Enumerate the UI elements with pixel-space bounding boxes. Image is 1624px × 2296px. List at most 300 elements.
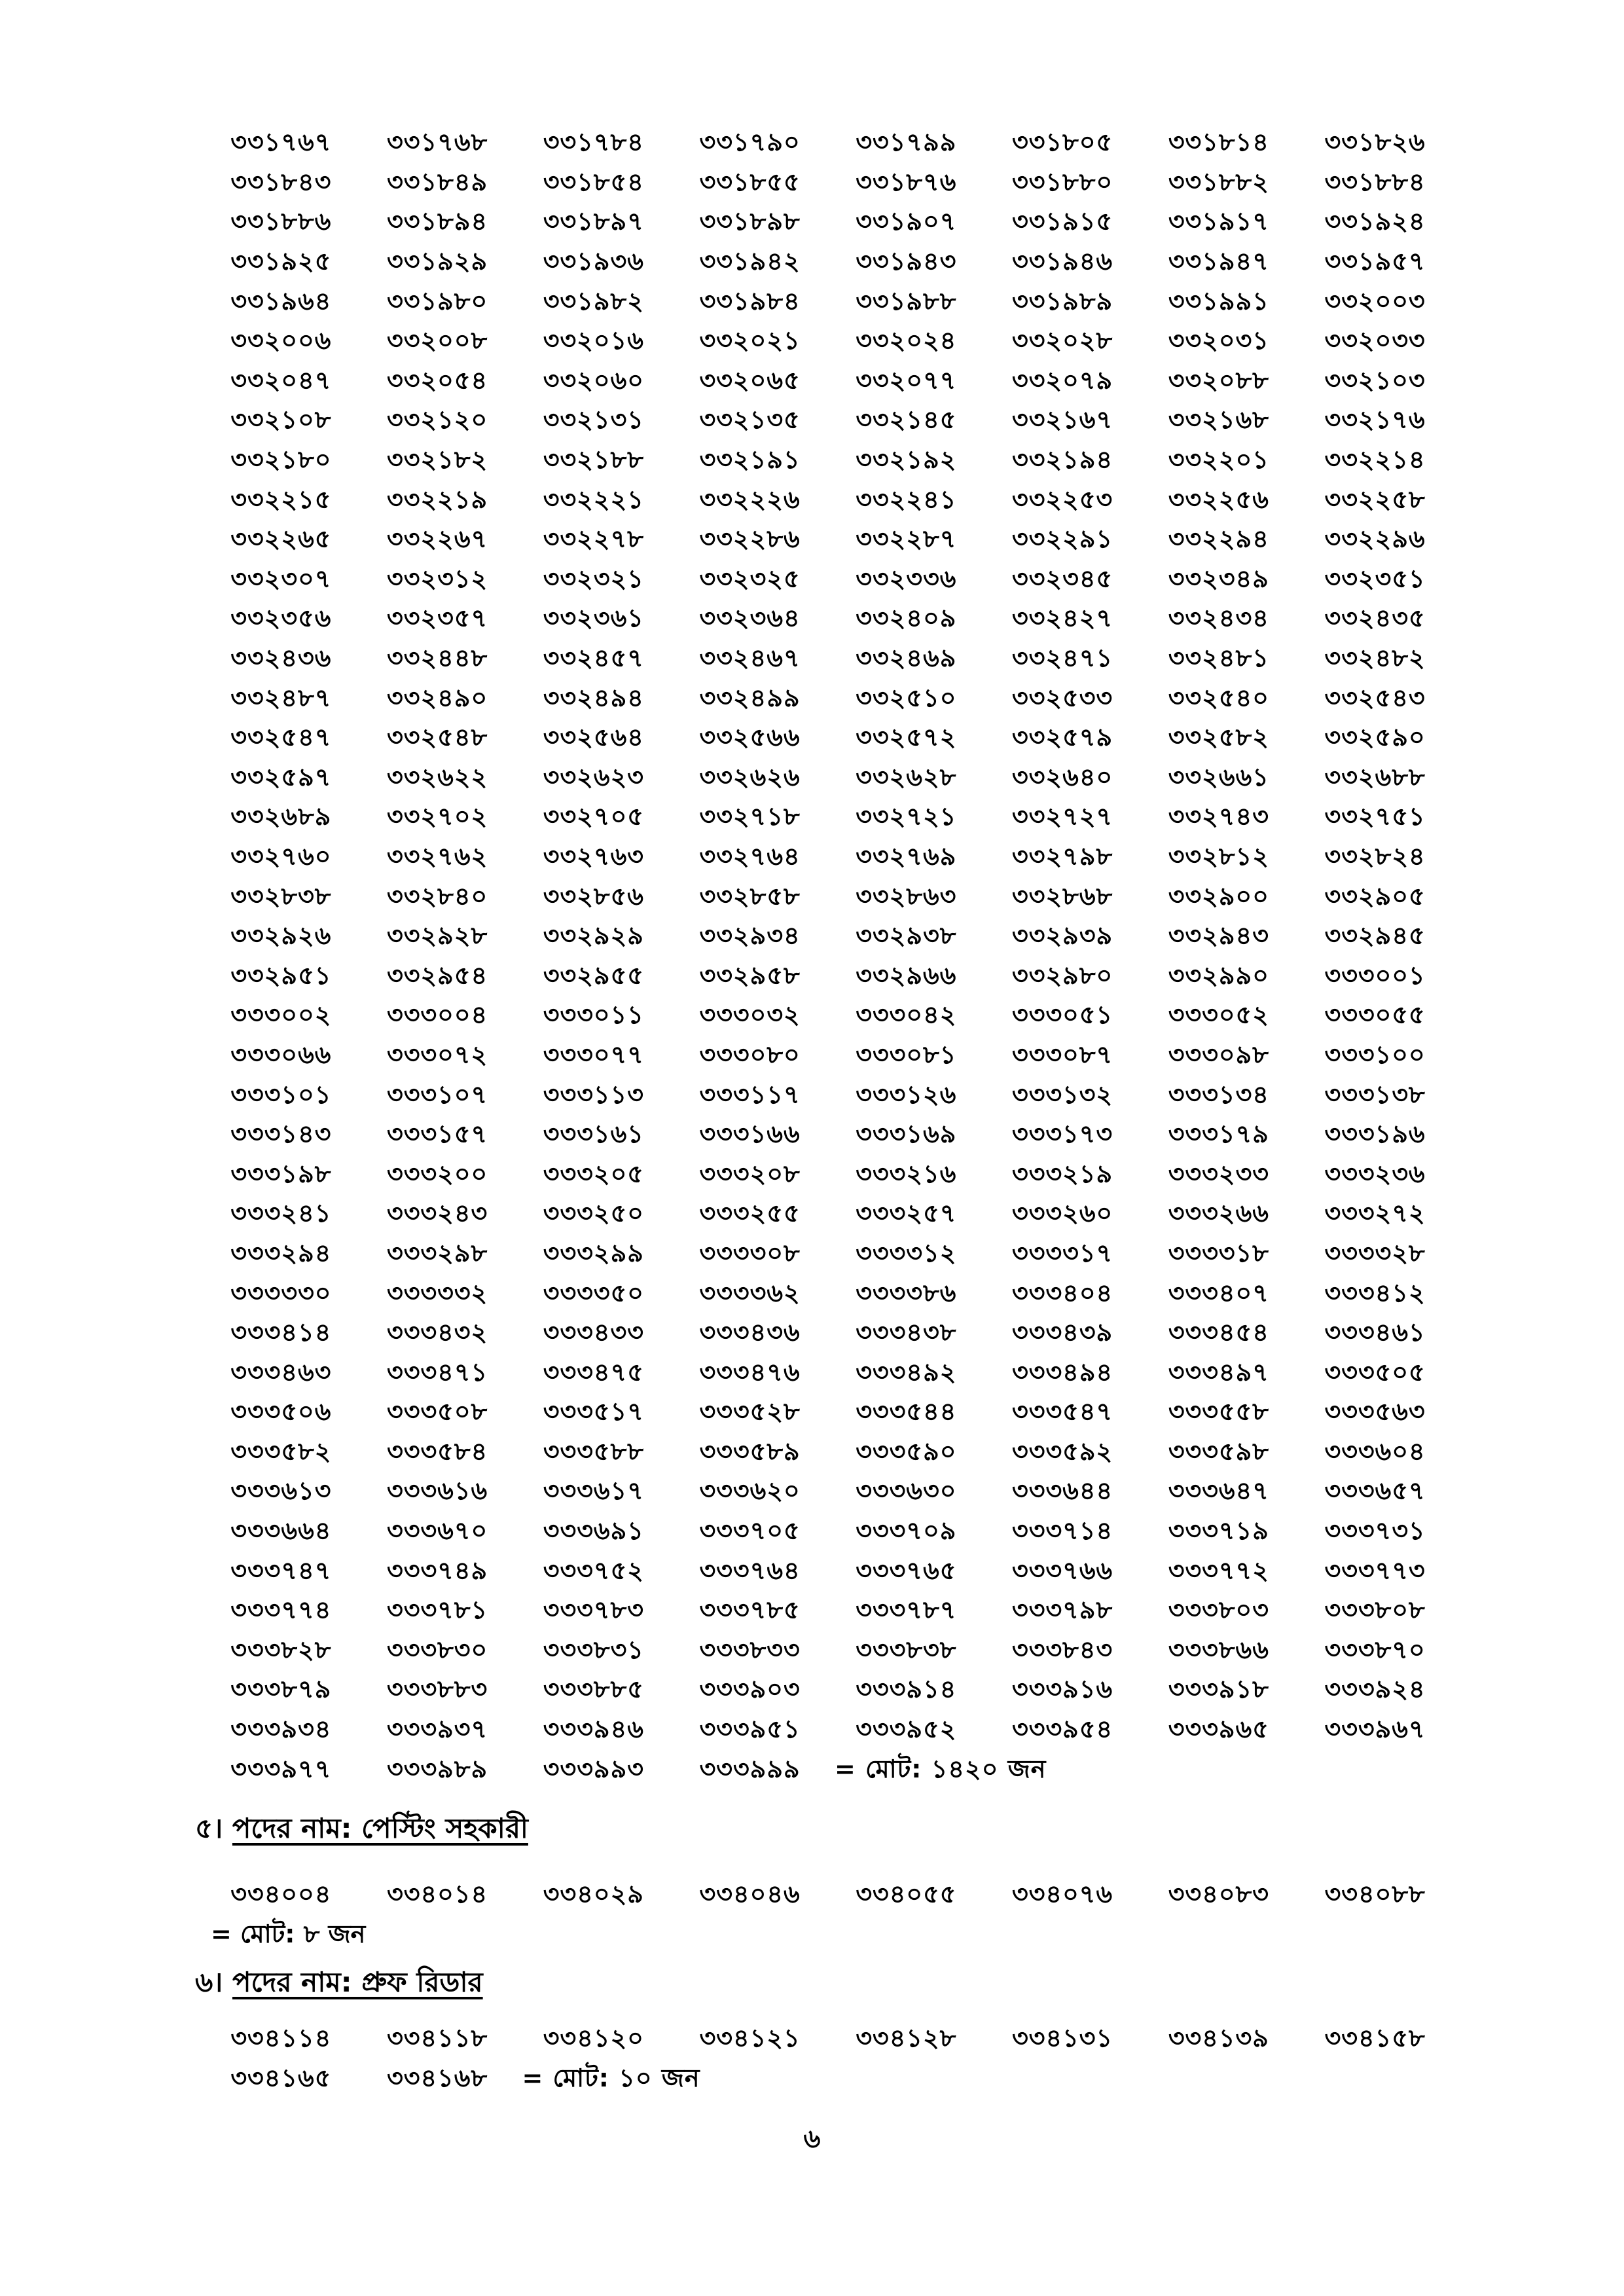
roll-number-cell: ৩৩২৮৫৮ (699, 881, 801, 911)
roll-number-cell: ৩৩৩১৬১ (543, 1120, 644, 1149)
roll-number-cell: ৩৩৩৬১৩ (230, 1476, 332, 1506)
roll-number-cell: ৩৩২১৯১ (699, 445, 801, 475)
roll-number-cell: ৩৩৩২৬৬ (1168, 1199, 1269, 1228)
table-row (203, 2060, 1453, 2100)
roll-number-cell: ৩৩১৮৫৫ (699, 167, 801, 196)
roll-number-cell: ৩৩৩৩২৮ (1324, 1238, 1426, 1267)
roll-number-cell: ৩৩২৫৯৭ (230, 762, 332, 792)
roll-number-cell: ৩৩৩৪৬৩ (230, 1357, 332, 1387)
roll-number-cell: ৩৩১৭৯০ (699, 128, 801, 157)
roll-number-cell: ৩৩৩৮৮৩ (387, 1675, 488, 1704)
roll-number-cell: ৩৩১৯৪৭ (1168, 247, 1269, 276)
roll-number-cell: ৩৩৩৯৩৭ (387, 1715, 488, 1744)
roll-number-cell: ৩৩১৮৮৬ (230, 207, 332, 236)
roll-number-cell: ৩৩৩৯৫৪ (1012, 1715, 1113, 1744)
roll-number-cell: ৩৩৩১৩৮ (1324, 1080, 1426, 1109)
roll-number-cell: ৩৩২৫৪৩ (1324, 683, 1426, 712)
roll-number-cell: ৩৩২২৬৭ (387, 524, 488, 554)
roll-number-cell: ৩৩২০০৩ (1324, 286, 1426, 316)
table-row (203, 244, 1453, 283)
roll-number-cell: ৩৩২১২০ (387, 405, 488, 435)
roll-number-cell: ৩৩৩১৯৮ (230, 1159, 332, 1188)
roll-number-cell: ৩৩১৯৮৮ (856, 286, 957, 316)
roll-number-cell: ৩৩৪০৫৫ (856, 1880, 957, 1909)
roll-number-cell: ৩৩২৭৯৮ (1012, 841, 1113, 871)
roll-number-cell: ৩৩২৮৩৮ (230, 881, 332, 911)
roll-number-cell: ৩৩২১৮০ (230, 445, 332, 475)
roll-number-cell: ৩৩৩৫০৫ (1324, 1357, 1426, 1387)
roll-number-cell: ৩৩২১৩৫ (699, 405, 801, 435)
roll-number-cell: ৩৩৩৪৫৪ (1168, 1318, 1269, 1347)
roll-number-cell: ৩৩২৬২৬ (699, 762, 801, 792)
roll-number-cell: ৩৩৩৬৯১ (543, 1516, 644, 1546)
roll-number-cell: ৩৩৩৫২৮ (699, 1397, 801, 1427)
roll-number-cell: ৩৩৩৫০৮ (387, 1397, 488, 1427)
roll-number-cell: ৩৩৩৮০৮ (1324, 1595, 1426, 1625)
roll-number-cell: ৩৩৩৮০৩ (1168, 1595, 1269, 1625)
roll-number-cell: ৩৩২৭০২ (387, 802, 488, 831)
roll-number-cell: ৩৩২৪৩৫ (1324, 604, 1426, 633)
roll-number-cell: ৩৩১৯৩৬ (543, 247, 644, 276)
roll-number-cell: ৩৩২৯৩৪ (699, 921, 801, 951)
table-row (203, 1473, 1453, 1513)
roll-number-cell: ৩৩৩০০১ (1324, 960, 1426, 990)
roll-number-cell: ৩৩৩১৩২ (1012, 1080, 1113, 1109)
roll-number-cell: ৩৩৩৮৮৫ (543, 1675, 644, 1704)
roll-number-cell: ৩৩১৮৮৪ (1324, 167, 1426, 196)
roll-number-cell: ৩৩২০৫৪ (387, 365, 488, 395)
roll-number-cell: ৩৩২৮৬৮ (1012, 881, 1113, 911)
roll-number-cell: ৩৩২৯৫৮ (699, 960, 801, 990)
roll-number-cell: ৩৩২২৮৬ (699, 524, 801, 554)
table-row (203, 759, 1453, 799)
roll-number-cell: ৩৩৪১২৮ (856, 2024, 957, 2053)
roll-number-cell: ৩৩৩৩১৭ (1012, 1238, 1113, 1267)
roll-number-cell: ৩৩৩৫৯২ (1012, 1436, 1113, 1466)
roll-number-cell: ৩৩৩৩১৮ (1168, 1238, 1269, 1267)
roll-number-cell: ৩৩৩০৩২ (699, 1000, 801, 1030)
roll-number-cell: ৩৩২০২৮ (1012, 326, 1113, 355)
roll-number-cell: ৩৩২০০৬ (230, 326, 332, 355)
table-row (203, 680, 1453, 720)
roll-number-cell: ৩৩৩০৮০ (699, 1040, 801, 1069)
roll-number-cell: ৩৩৪১৬৮ (387, 2063, 488, 2092)
table-row (203, 957, 1453, 997)
roll-number-cell: ৩৩৩৪৩৩ (543, 1318, 644, 1347)
roll-number-cell: ৩৩১৯৬৪ (230, 286, 332, 316)
roll-number-cell: ৩৩২৫১০ (856, 683, 957, 712)
roll-number-cell: ৩৩২২৫৬ (1168, 484, 1269, 514)
roll-number-cell: ৩৩১৯৮২ (543, 286, 644, 316)
roll-number-cell: ৩৩৪১১৮ (387, 2024, 488, 2053)
roll-number-cell: ৩৩২৩৩৬ (856, 564, 957, 593)
roll-number-cell: ৩৩৩৪৩২ (387, 1318, 488, 1347)
table-row (203, 283, 1453, 323)
table-row (203, 1394, 1453, 1434)
roll-number-cell: ৩৩২২৯৬ (1324, 524, 1426, 554)
roll-number-cell: ৩৩২৯৩৯ (1012, 921, 1113, 951)
roll-number-cell: ৩৩২৭২১ (856, 802, 957, 831)
roll-number-cell: ৩৩৩০০২ (230, 1000, 332, 1030)
roll-number-cell: ৩৩২৩৫৬ (230, 604, 332, 633)
roll-number-cell: ৩৩৩২৯৮ (387, 1238, 488, 1267)
roll-number-cell: ৩৩১৭৯৯ (856, 128, 957, 157)
roll-number-cell: ৩৩২১৪৫ (856, 405, 957, 435)
table-row (203, 1671, 1453, 1711)
roll-number-cell: ৩৩৩৮৩০ (387, 1635, 488, 1664)
roll-number-cell: ৩৩৩৭৫২ (543, 1556, 644, 1585)
roll-number-cell: ৩৩২০৩১ (1168, 326, 1269, 355)
table-row (203, 1195, 1453, 1235)
roll-number-cell: ৩৩২২২১ (543, 484, 644, 514)
roll-number-cell: ৩৩৪০০৪ (230, 1880, 332, 1909)
roll-number-cell: ৩৩৩৬৩০ (856, 1476, 957, 1506)
roll-number-cell: ৩৩৩৫৫৮ (1168, 1397, 1269, 1427)
roll-number-cell: ৩৩২৩২৫ (699, 564, 801, 593)
roll-number-cell: ৩৩২৪০৯ (856, 604, 957, 633)
roll-number-cell: ৩৩২৯৯০ (1168, 960, 1269, 990)
roll-number-cell: ৩৩৪১২০ (543, 2024, 644, 2053)
table-row (203, 1513, 1453, 1553)
roll-number-cell: ৩৩৩২৬০ (1012, 1199, 1113, 1228)
roll-number-cell: ৩৩২৭৬৯ (856, 841, 957, 871)
roll-number-cell: ৩৩২৭৫১ (1324, 802, 1426, 831)
roll-number-cell: ৩৩২০২১ (699, 326, 801, 355)
roll-number-table-section4 (203, 124, 1453, 1791)
roll-number-cell: ৩৩৩৯৬৫ (1168, 1715, 1269, 1744)
roll-number-cell: ৩৩২১৯২ (856, 445, 957, 475)
roll-number-cell: ৩৩৩৪৭৬ (699, 1357, 801, 1387)
roll-number-cell: ৩৩৩৭৬৫ (856, 1556, 957, 1585)
roll-number-cell: ৩৩৩২১৯ (1012, 1159, 1113, 1188)
roll-number-cell: ৩৩২৪৩৬ (230, 644, 332, 673)
roll-number-cell: ৩৩২৪৪৮ (387, 644, 488, 673)
roll-number-cell: ৩৩৩৫০৬ (230, 1397, 332, 1427)
roll-number-cell: ৩৩৩১৯৬ (1324, 1120, 1426, 1149)
roll-number-cell: ৩৩১৯১৫ (1012, 207, 1113, 236)
roll-number-cell: ৩৩২৯২৯ (543, 921, 644, 951)
roll-number-cell: ৩৩৩৮২৮ (230, 1635, 332, 1664)
roll-number-cell: ৩৩২০৩৩ (1324, 326, 1426, 355)
roll-number-cell: ৩৩৩৭৯৮ (1012, 1595, 1113, 1625)
table-row (203, 878, 1453, 918)
roll-number-cell: ৩৩২৪৯৯ (699, 683, 801, 712)
roll-number-cell: ৩৩৩৪৩৬ (699, 1318, 801, 1347)
roll-number-cell: ৩৩১৮৪৯ (387, 167, 488, 196)
roll-number-cell: ৩৩৩১০১ (230, 1080, 332, 1109)
roll-number-cell: ৩৩৩০৫২ (1168, 1000, 1269, 1030)
roll-number-cell: ৩৩১৮১৪ (1168, 128, 1269, 157)
table-row (203, 1354, 1453, 1394)
roll-number-cell: ৩৩২৬৮৯ (230, 802, 332, 831)
table-row (203, 600, 1453, 640)
roll-number-cell: ৩৩২১৬৭ (1012, 405, 1113, 435)
roll-number-cell: ৩৩৩৯০৩ (699, 1675, 801, 1704)
roll-number-cell: ৩৩৩৮৬৬ (1168, 1635, 1269, 1664)
table-row (203, 164, 1453, 204)
roll-number-cell: ৩৩৩৪০৭ (1168, 1278, 1269, 1307)
roll-number-cell: ৩৩২৪৮৭ (230, 683, 332, 712)
roll-number-cell: ৩৩১৮৫৪ (543, 167, 644, 196)
section5-number: ৫। (195, 1812, 223, 1844)
roll-number-cell: ৩৩৩১৭৯ (1168, 1120, 1269, 1149)
roll-number-cell: ৩৩৩২৯৪ (230, 1238, 332, 1267)
table-row (203, 363, 1453, 403)
roll-number-cell: ৩৩৩০৯৮ (1168, 1040, 1269, 1069)
roll-number-cell: ৩৩১৯২৯ (387, 247, 488, 276)
roll-number-cell: ৩৩২৮৬৩ (856, 881, 957, 911)
roll-number-cell: ৩৩৪০৮৩ (1168, 1880, 1269, 1909)
roll-number-cell: ৩৩৩৪১৪ (230, 1318, 332, 1347)
roll-number-cell: ৩৩৩৯৫১ (699, 1715, 801, 1744)
roll-number-cell: ৩৩৩৬৭০ (387, 1516, 488, 1546)
roll-number-cell: ৩৩৩৫৪৭ (1012, 1397, 1113, 1427)
roll-number-cell: ৩৩২৩৫৭ (387, 604, 488, 633)
table-row (203, 1076, 1453, 1116)
roll-number-cell: ৩৩২৭৬৩ (543, 841, 644, 871)
roll-number-cell: ৩৩২৫৯০ (1324, 723, 1426, 752)
roll-number-cell: ৩৩৩৬৪৪ (1012, 1476, 1113, 1506)
roll-number-cell: ৩৩২০৬০ (543, 365, 644, 395)
roll-number-cell: ৩৩২৬২৩ (543, 762, 644, 792)
roll-number-cell: ৩৩২৫৭২ (856, 723, 957, 752)
roll-number-cell: ৩৩৩২৫০ (543, 1199, 644, 1228)
roll-number-cell: ৩৩২১৮২ (387, 445, 488, 475)
roll-number-cell: ৩৩১৯৪২ (699, 247, 801, 276)
roll-number-cell: ৩৩৩২৭২ (1324, 1199, 1426, 1228)
roll-number-cell: ৩৩৩৭৮৫ (699, 1595, 801, 1625)
roll-number-cell: ৩৩১৮২৬ (1324, 128, 1426, 157)
roll-number-cell: ৩৩২৩১২ (387, 564, 488, 593)
roll-number-cell: ৩৩৩৬২০ (699, 1476, 801, 1506)
roll-number-cell: ৩৩৩০৮১ (856, 1040, 957, 1069)
roll-number-cell: ৩৩২৪৬৯ (856, 644, 957, 673)
roll-number-cell: ৩৩২১৯৪ (1012, 445, 1113, 475)
roll-number-cell: ৩৩২৫৪০ (1168, 683, 1269, 712)
roll-number-cell: ৩৩৩২০৫ (543, 1159, 644, 1188)
roll-number-cell: ৩৩২৪৯০ (387, 683, 488, 712)
roll-number-cell: ৩৩৩৪৯৭ (1168, 1357, 1269, 1387)
roll-number-cell: ৩৩২৩০৭ (230, 564, 332, 593)
roll-number-cell: ৩৩২৫৪৭ (230, 723, 332, 752)
roll-number-cell: ৩৩৩১৭৩ (1012, 1120, 1113, 1149)
roll-number-cell: ৩৩২২৪১ (856, 484, 957, 514)
roll-number-cell: ৩৩৩১৬৯ (856, 1120, 957, 1149)
table-row (203, 997, 1453, 1037)
roll-number-cell: ৩৩১৮০৫ (1012, 128, 1113, 157)
roll-number-cell: ৩৩৩২৪১ (230, 1199, 332, 1228)
roll-number-cell: ৩৩১৮৭৬ (856, 167, 957, 196)
table-row (203, 1275, 1453, 1315)
roll-number-cell: ৩৩২২১৫ (230, 484, 332, 514)
roll-number-cell: ৩৩২৬২২ (387, 762, 488, 792)
roll-number-cell: ৩৩৩৪৯২ (856, 1357, 957, 1387)
roll-number-cell: ৩৩১৯৪৬ (1012, 247, 1113, 276)
roll-number-cell: ৩৩৩৫৪৪ (856, 1397, 957, 1427)
roll-number-cell: ৩৩২২১৪ (1324, 445, 1426, 475)
section5-title: পদের নাম: পেস্টিং সহকারী (232, 1812, 528, 1844)
roll-number-cell: ৩৩৩০১১ (543, 1000, 644, 1030)
roll-number-cell: ৩৩৩৫৮৯ (699, 1436, 801, 1466)
roll-number-cell: ৩৩১৮৮২ (1168, 167, 1269, 196)
roll-number-cell: ৩৩৪০১৪ (387, 1880, 488, 1909)
roll-number-cell: ৩৩২৪৮১ (1168, 644, 1269, 673)
table-row (203, 481, 1453, 521)
roll-number-cell: ৩৩২৯৪৫ (1324, 921, 1426, 951)
table-row (203, 561, 1453, 601)
roll-number-cell: ৩৩২৮৪০ (387, 881, 488, 911)
roll-number-cell: ৩৩৩২০০ (387, 1159, 488, 1188)
roll-number-cell: ৩৩৪০৮৮ (1324, 1880, 1426, 1909)
roll-number-cell: ৩৩৩৫৯০ (856, 1436, 957, 1466)
roll-number-cell: ৩৩৩৯৬৭ (1324, 1715, 1426, 1744)
roll-number-cell: ৩৩৩৭৮৭ (856, 1595, 957, 1625)
table-row (203, 442, 1453, 482)
roll-number-cell: ৩৩৩৬৫৭ (1324, 1476, 1426, 1506)
roll-number-cell: ৩৩২৮১২ (1168, 841, 1269, 871)
roll-number-cell: ৩৩২৫৬৬ (699, 723, 801, 752)
roll-number-cell: ৩৩৩৩৩০ (230, 1278, 332, 1307)
roll-number-cell: ৩৩২০৭৭ (856, 365, 957, 395)
roll-number-cell: ৩৩৩৯২৪ (1324, 1675, 1426, 1704)
roll-number-cell: ৩৩২৫৬৪ (543, 723, 644, 752)
roll-number-cell: ৩৩৩৩৫০ (543, 1278, 644, 1307)
roll-number-cell: ৩৩২২৮৭ (856, 524, 957, 554)
roll-number-cell: ৩৩৩৪৬১ (1324, 1318, 1426, 1347)
roll-number-cell: ৩৩৩৭৪৭ (230, 1556, 332, 1585)
roll-number-cell: ৩৩৩৫৮৪ (387, 1436, 488, 1466)
roll-number-cell: ৩৩২০৭৯ (1012, 365, 1113, 395)
roll-number-cell: ৩৩৪১১৪ (230, 2024, 332, 2053)
roll-number-cell: ৩৩৩৯৫২ (856, 1715, 957, 1744)
roll-number-cell: ৩৩২০১৬ (543, 326, 644, 355)
roll-number-cell: ৩৩২৭৬০ (230, 841, 332, 871)
roll-number-cell: ৩৩২৪৮২ (1324, 644, 1426, 673)
roll-number-cell: ৩৩৩৬০৪ (1324, 1436, 1426, 1466)
roll-number-cell: ৩৩২৭০৫ (543, 802, 644, 831)
roll-number-cell: ৩৩২২০১ (1168, 445, 1269, 475)
roll-number-cell: ৩৩২৮৫৬ (543, 881, 644, 911)
roll-number-cell: ৩৩৩৯১৪ (856, 1675, 957, 1704)
section6-total: = মোট: ১০ জন (522, 2063, 700, 2092)
roll-number-cell: ৩৩৩২০৮ (699, 1159, 801, 1188)
roll-number-cell: ৩৩২৫৪৮ (387, 723, 488, 752)
table-row (203, 1711, 1453, 1751)
roll-number-cell: ৩৩১৭৮৪ (543, 128, 644, 157)
roll-number-cell: ৩৩৩০৭৭ (543, 1040, 644, 1069)
roll-number-cell: ৩৩২২৬৫ (230, 524, 332, 554)
roll-number-cell: ৩৩৩২৫৭ (856, 1199, 957, 1228)
roll-number-cell: ৩৩২২৯৪ (1168, 524, 1269, 554)
roll-number-cell: ৩৩১৯৯১ (1168, 286, 1269, 316)
table-row (203, 2020, 1453, 2060)
roll-number-cell: ৩৩২৩৪৫ (1012, 564, 1113, 593)
roll-number-cell: ৩৩৩৪৩৮ (856, 1318, 957, 1347)
roll-number-cell: ৩৩২০৬৫ (699, 365, 801, 395)
roll-number-cell: ৩৩১৮৯৪ (387, 207, 488, 236)
roll-number-cell: ৩৩৩৪৭১ (387, 1357, 488, 1387)
roll-number-cell: ৩৩৩২৯৯ (543, 1238, 644, 1267)
roll-number-cell: ৩৩৩২৩৬ (1324, 1159, 1426, 1188)
roll-number-cell: ৩৩৩৯১৬ (1012, 1675, 1113, 1704)
roll-number-cell: ৩৩২৯২৮ (387, 921, 488, 951)
roll-number-cell: ৩৩৩৭৭২ (1168, 1556, 1269, 1585)
roll-number-cell: ৩৩৩৫৮২ (230, 1436, 332, 1466)
roll-number-cell: ৩৩১৮৮০ (1012, 167, 1113, 196)
roll-number-cell: ৩৩৩৬৬৪ (230, 1516, 332, 1546)
roll-number-cell: ৩৩৩১৩৪ (1168, 1080, 1269, 1109)
roll-number-cell: ৩৩২০৮৮ (1168, 365, 1269, 395)
roll-number-cell: ৩৩৩৮৩৩ (699, 1635, 801, 1664)
roll-number-cell: ৩৩৩০৫৫ (1324, 1000, 1426, 1030)
roll-number-cell: ৩৩৪১৬৫ (230, 2063, 332, 2092)
table-row (203, 839, 1453, 879)
roll-number-cell: ৩৩২৭২৭ (1012, 802, 1113, 831)
table-row (203, 521, 1453, 561)
roll-number-cell: ৩৩৩৩৬২ (699, 1278, 801, 1307)
page-number: ৬ (803, 2124, 821, 2154)
roll-number-cell: ৩৩২৩২১ (543, 564, 644, 593)
roll-number-cell: ৩৩২৯৪৩ (1168, 921, 1269, 951)
roll-number-cell: ৩৩৩২৩৩ (1168, 1159, 1269, 1188)
table-row (203, 918, 1453, 958)
section6-heading (195, 1961, 483, 2007)
roll-number-cell: ৩৩৪১৩৯ (1168, 2024, 1269, 2053)
table-row (203, 1235, 1453, 1275)
roll-number-cell: ৩৩৩২৪৩ (387, 1199, 488, 1228)
roll-number-cell: ৩৩৩১৫৭ (387, 1120, 488, 1149)
roll-number-cell: ৩৩২০২৪ (856, 326, 957, 355)
table-row (203, 1876, 1453, 1916)
roll-number-cell: ৩৩৩৩১২ (856, 1238, 957, 1267)
section6-number: ৬। (195, 1966, 223, 1998)
roll-number-cell: ৩৩৩৮৭৯ (230, 1675, 332, 1704)
roll-number-cell: ৩৩৩১১৩ (543, 1080, 644, 1109)
roll-number-cell: ৩৩২১৩১ (543, 405, 644, 435)
roll-number-cell: ৩৩৩১০৭ (387, 1080, 488, 1109)
roll-number-cell: ৩৩৩৭৭৩ (1324, 1556, 1426, 1585)
roll-number-cell: ৩৩৩৯৮৯ (387, 1754, 488, 1783)
table-row (203, 1434, 1453, 1474)
roll-number-table-section6 (203, 2020, 1453, 2100)
table-row (203, 1116, 1453, 1156)
roll-number-cell: ৩৩৩৭১৯ (1168, 1516, 1269, 1546)
roll-number-cell: ৩৩২৯০৫ (1324, 881, 1426, 911)
roll-number-cell: ৩৩১৯২৪ (1324, 207, 1426, 236)
roll-number-cell: ৩৩২৪৭১ (1012, 644, 1113, 673)
roll-number-cell: ৩৩২০৪৭ (230, 365, 332, 395)
roll-number-cell: ৩৩৩১৬৬ (699, 1120, 801, 1149)
roll-number-cell: ৩৩২১৬৮ (1168, 405, 1269, 435)
roll-number-cell: ৩৩২১০৩ (1324, 365, 1426, 395)
roll-number-cell: ৩৩২৯২৬ (230, 921, 332, 951)
roll-number-cell: ৩৩৩০৬৬ (230, 1040, 332, 1069)
roll-number-cell: ৩৩১৭৬৭ (230, 128, 332, 157)
roll-number-cell: ৩৩২৫৩৩ (1012, 683, 1113, 712)
roll-number-cell: ৩৩২৯৫৫ (543, 960, 644, 990)
roll-number-cell: ৩৩২৯৮০ (1012, 960, 1113, 990)
roll-number-cell: ৩৩৩৭৪৯ (387, 1556, 488, 1585)
roll-number-cell: ৩৩২৫৮২ (1168, 723, 1269, 752)
roll-number-cell: ৩৩২৭১৮ (699, 802, 801, 831)
roll-number-cell: ৩৩৩৭০৯ (856, 1516, 957, 1546)
roll-number-cell: ৩৩১৯৮৯ (1012, 286, 1113, 316)
roll-number-cell: ৩৩২৯০০ (1168, 881, 1269, 911)
roll-number-cell: ৩৩৩৩০৮ (699, 1238, 801, 1267)
roll-number-cell: ৩৩২৪৩৪ (1168, 604, 1269, 633)
table-row (203, 1592, 1453, 1632)
roll-number-cell: ৩৩৩৬১৭ (543, 1476, 644, 1506)
